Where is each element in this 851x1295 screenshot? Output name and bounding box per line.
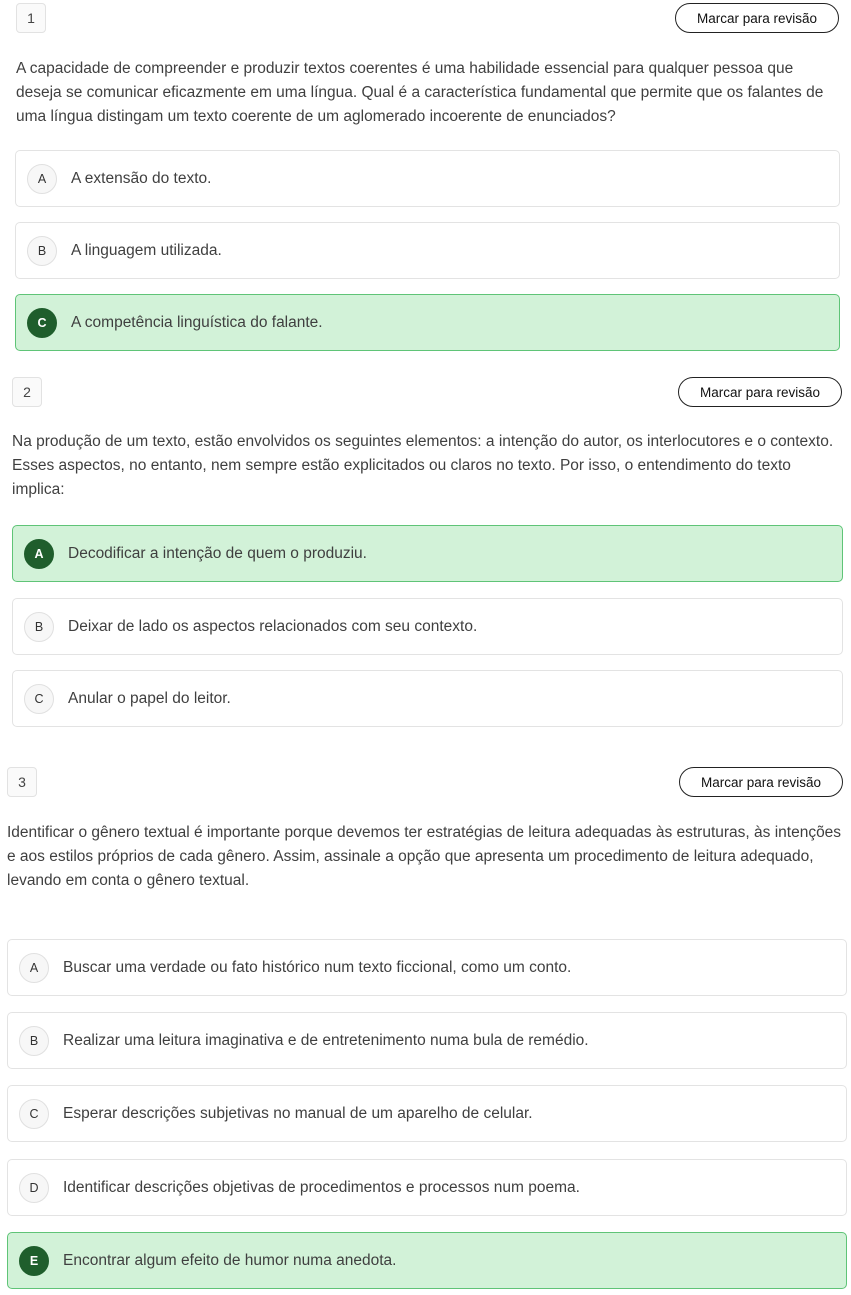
option-e-selected[interactable] xyxy=(7,1232,847,1289)
option-text: A linguagem utilizada. xyxy=(71,241,222,259)
option-b[interactable] xyxy=(7,1012,847,1069)
question-stem: A capacidade de compreender e produzir textos coerentes é uma habilidade essencial para qualquer pessoa que deseja se comunicar eficazmente em uma língua. Qual é a característica fundamental que permite que os falantes de uma língua distingam um texto coerente de um aglomerado incoerente de enunciados? xyxy=(16,60,824,125)
question-number: 1 xyxy=(16,3,46,33)
option-text: A extensão do texto. xyxy=(71,169,212,187)
option-a[interactable] xyxy=(15,150,840,207)
option-letter: A xyxy=(27,164,57,194)
option-letter: C xyxy=(19,1099,49,1129)
question-number: 3 xyxy=(7,767,37,797)
option-text: A competência linguística do falante. xyxy=(71,313,323,331)
mark-for-review-button[interactable]: Marcar para revisão xyxy=(678,377,842,407)
option-letter: C xyxy=(27,308,57,338)
option-letter: A xyxy=(24,539,54,569)
option-letter: E xyxy=(19,1246,49,1276)
question-number: 2 xyxy=(12,377,42,407)
option-b[interactable] xyxy=(15,222,840,279)
option-text: Identificar descrições objetivas de procedimentos e processos num poema. xyxy=(63,1178,580,1196)
option-c-selected[interactable] xyxy=(15,294,840,351)
option-text: Encontrar algum efeito de humor numa anedota. xyxy=(63,1251,397,1269)
question-stem: Na produção de um texto, estão envolvidos os seguintes elementos: a intenção do autor, os interlocutores e o contexto. Esses aspectos, no entanto, nem sempre estão explicitados ou claros no texto. Por isso, o entendimento do texto implica: xyxy=(12,433,834,498)
option-letter: A xyxy=(19,953,49,983)
option-letter: B xyxy=(27,236,57,266)
option-b[interactable] xyxy=(12,598,843,655)
mark-for-review-button[interactable]: Marcar para revisão xyxy=(675,3,839,33)
option-letter: C xyxy=(24,684,54,714)
option-a[interactable] xyxy=(7,939,847,996)
option-text: Esperar descrições subjetivas no manual de um aparelho de celular. xyxy=(63,1104,533,1122)
option-c[interactable] xyxy=(7,1085,847,1142)
option-a-selected[interactable] xyxy=(12,525,843,582)
option-text: Anular o papel do leitor. xyxy=(68,689,231,707)
question-stem: Identificar o gênero textual é importante porque devemos ter estratégias de leitura adequadas às estruturas, às intenções e aos estilos próprios de cada gênero. Assim, assinale a opção que apresenta um procedimento de leitura adequado, levando em conta o gênero textual. xyxy=(7,824,842,889)
mark-for-review-button[interactable]: Marcar para revisão xyxy=(679,767,843,797)
option-text: Decodificar a intenção de quem o produziu. xyxy=(68,544,367,562)
option-text: Buscar uma verdade ou fato histórico num texto ficcional, como um conto. xyxy=(63,958,572,976)
option-letter: B xyxy=(19,1026,49,1056)
option-text: Deixar de lado os aspectos relacionados com seu contexto. xyxy=(68,617,478,635)
option-text: Realizar uma leitura imaginativa e de entretenimento numa bula de remédio. xyxy=(63,1031,589,1049)
option-c[interactable] xyxy=(12,670,843,727)
option-letter: B xyxy=(24,612,54,642)
option-d[interactable] xyxy=(7,1159,847,1216)
option-letter: D xyxy=(19,1173,49,1203)
